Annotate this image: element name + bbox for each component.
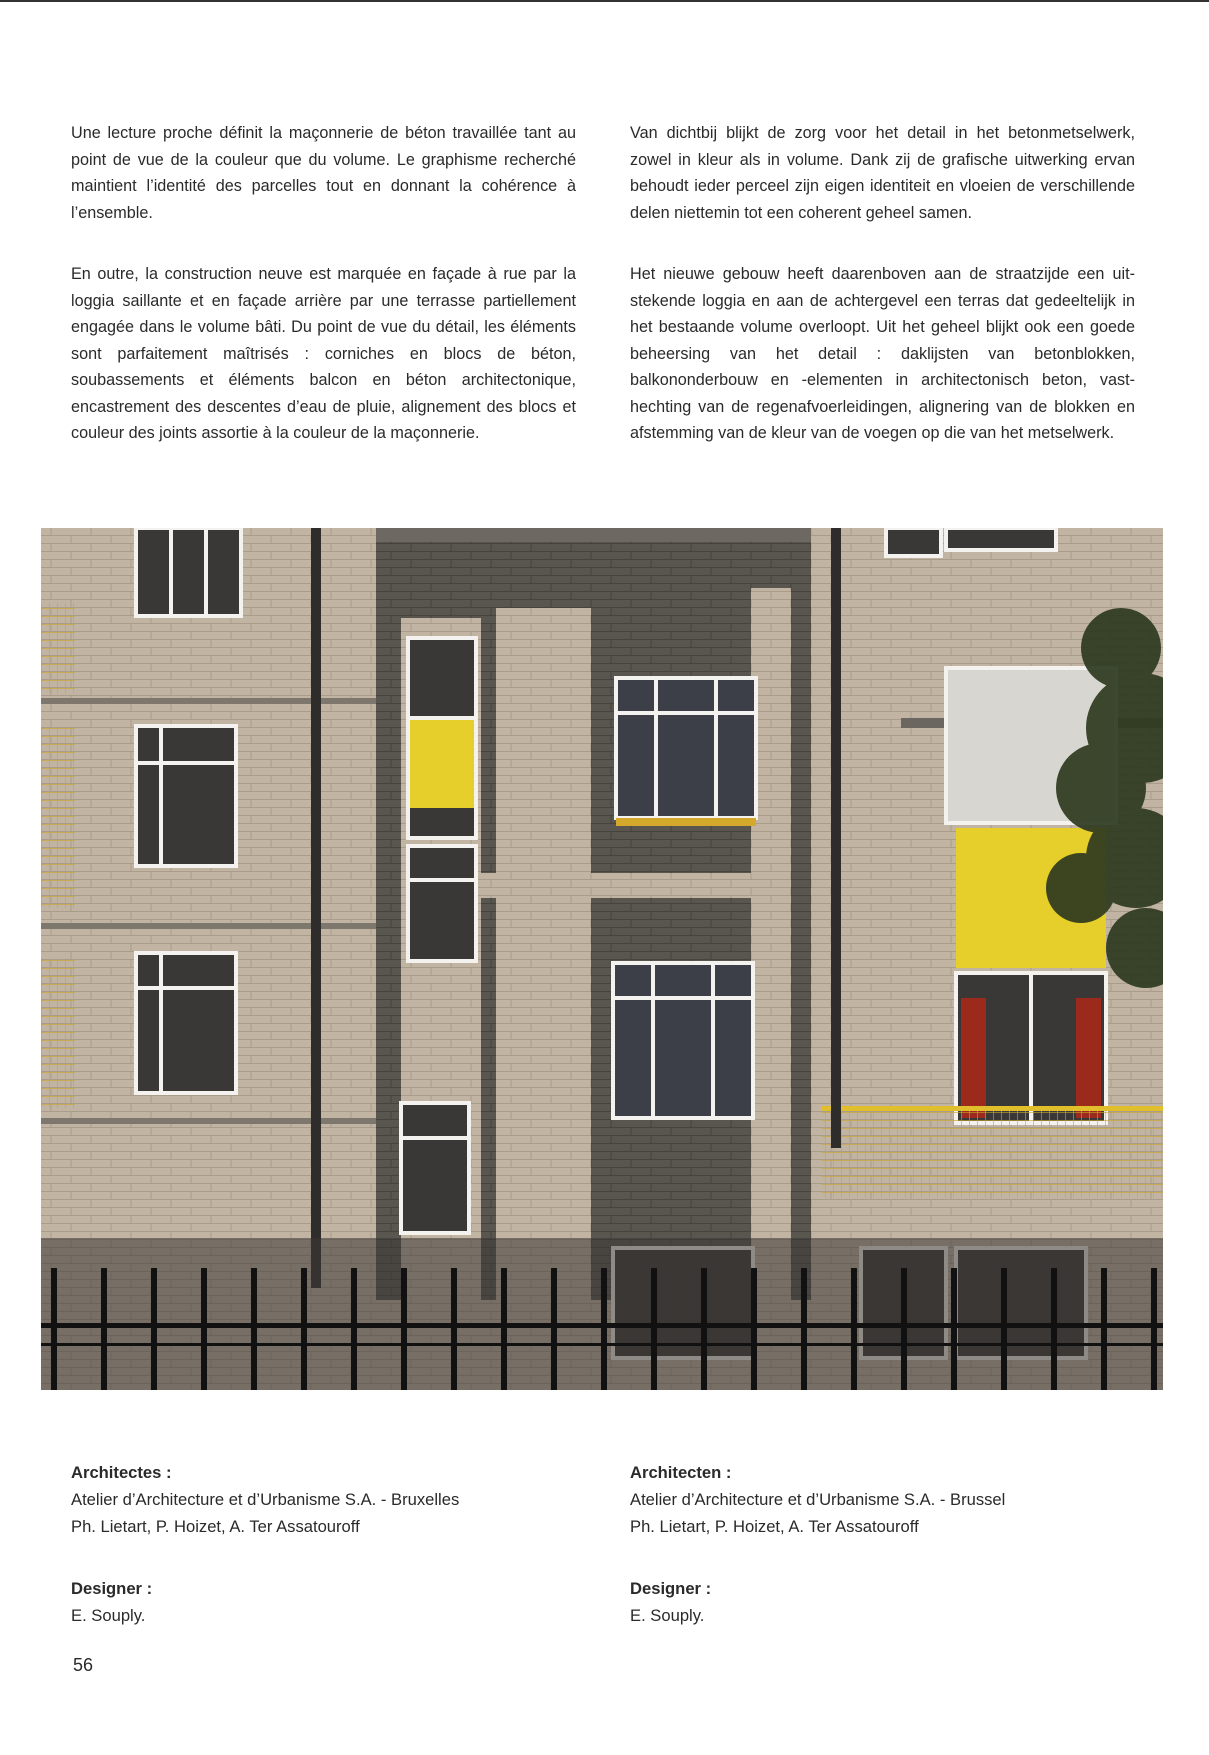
fr-designer-heading: Designer : xyxy=(71,1579,153,1598)
nl-designer-heading: Designer : xyxy=(630,1579,712,1598)
fr-architects-credit xyxy=(71,1459,571,1540)
fr-architects-names: Ph. Lietart, P. Hoizet, A. Ter Assatouroff xyxy=(71,1517,360,1536)
page-number: 56 xyxy=(73,1655,94,1675)
fr-designer-name: E. Souply. xyxy=(71,1606,146,1625)
nl-designer-credit xyxy=(630,1575,1130,1629)
building-facade-photo xyxy=(41,528,1163,1390)
nl-paragraph-1: Van dichtbij blijkt de zorg voor het detail in het betonmetselwerk, zowel in kleur als in volume. Dank zij de grafische uitwerking ervan behoudt ieder perceel zijn eigen identiteit en vloeien de verschillende delen niettemin tot een coherent geheel samen. xyxy=(630,124,1135,222)
nl-architects-names: Ph. Lietart, P. Hoizet, A. Ter Assatouroff xyxy=(630,1517,919,1536)
nl-architects-heading: Architecten : xyxy=(630,1463,732,1482)
nl-designer-name: E. Souply. xyxy=(630,1606,705,1625)
fr-architects-firm: Atelier d’Architecture et d’Urbanisme S.A. - Bruxelles xyxy=(71,1490,460,1509)
fr-architects-heading: Architectes : xyxy=(71,1463,172,1482)
fr-paragraph-1: Une lecture proche définit la maçonnerie de béton travaillée tant au point de vue de la couleur que du volume. Le graphisme recherché maintient l’identité des parcelles tout en donnant la cohérence à l’ensemble. xyxy=(71,124,576,222)
fr-paragraph-2: En outre, la construction neuve est marquée en façade à rue par la loggia saillante et en façade arrière par une terrasse partiellement engagée dans le volume bâti. Du point de vue du détail, les éléments sont parfaitement maîtrisés : corniches en blocs de béton, soubassements et éléments balcon en béton architectonique, encastrement des descentes d’eau de pluie, alignement des blocs et couleur des joints assortie à la couleur de la maçonnerie. xyxy=(71,265,576,442)
nl-architects-credit xyxy=(630,1459,1130,1540)
nl-paragraph-2: Het nieuwe gebouw heeft daarenboven aan de straatzijde een uitstekende loggia en aan de achtergevel een terras dat gedeeltelijk in het bestaande volume overloopt. Uit het geheel blijkt ook een goede beheersing van het detail : daklijsten van betonblokken, balkononderbouw en -elementen in architectonisch beton, vasthechting van de regenafvoerleidingen, alignering van de blokken en afstemming van de kleur van de voegen op die van het metselwerk. xyxy=(630,265,1135,442)
nl-architects-firm: Atelier d’Architecture et d’Urbanisme S.A. - Brussel xyxy=(630,1490,1006,1509)
fr-designer-credit xyxy=(71,1575,571,1629)
top-rule xyxy=(0,0,1209,2)
